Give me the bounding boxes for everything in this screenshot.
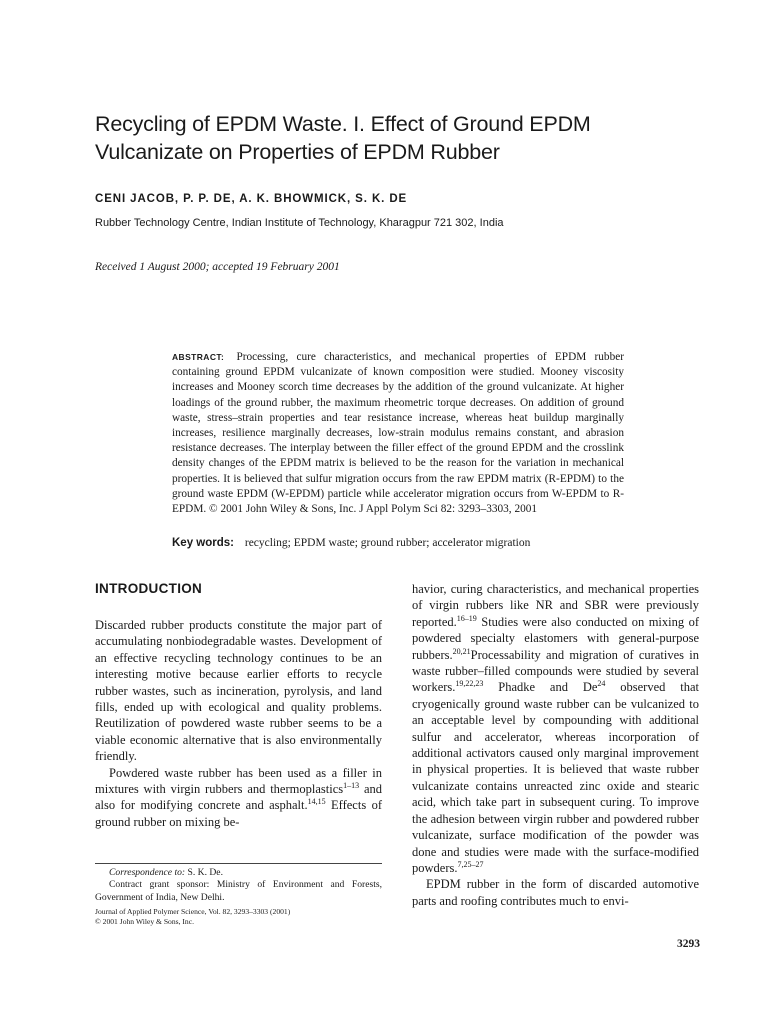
citation-ref: 1–13 bbox=[343, 781, 360, 791]
intro-paragraph-2 bbox=[95, 765, 382, 831]
copyright-line: © 2001 John Wiley & Sons, Inc. bbox=[95, 916, 194, 926]
citation-ref: 20,21 bbox=[452, 646, 471, 656]
citation-ref: 16–19 bbox=[456, 613, 477, 623]
intro-p3-text-b: Studies were also conducted on mixing of powdered specialty elastomers with general-purpose rubbers. bbox=[412, 614, 699, 662]
abstract-text: Processing, cure characteristics, and mechanical properties of EPDM rubber containing ground EPDM vulcanizate of known composition were studied. Mooney viscosity increases and Mooney scorch time decreases by the addition of the ground vulcanizate. At higher loadings of the ground rubber, the maximum rheometric torque decreases. On addition of ground waste, stress–strain properties and tear resistance increase, whereas heat buildup marginally increases, resilience marginally decreases, low-strain modulus remains constant, and abrasion resistance decreases. The interplay between the filler effect of the ground EPDM and the crosslink density changes of the EPDM matrix is believed to be the reason for the variation in mechanical properties. It is believed that sulfur migration occurs from the raw EPDM matrix (R-EPDM) to the ground waste EPDM (W-EPDM) particle while accelerator migration occurs from W-EPDM to R-EPDM. © 2001 John Wiley & Sons, Inc. J Appl Polym Sci 82: 3293–3303, 2001 bbox=[172, 351, 624, 516]
introduction-heading: INTRODUCTION bbox=[95, 581, 203, 596]
intro-p2-text-b: and also for modifying concrete and asphalt. bbox=[95, 782, 382, 813]
journal-citation bbox=[95, 907, 382, 926]
intro-p3-text-a: havior, curing characteristics, and mechanical properties of virgin rubbers like NR and SBR were previously reported. bbox=[412, 582, 699, 629]
keywords-label: Key words: bbox=[172, 537, 234, 549]
keywords-text: recycling; EPDM waste; ground rubber; accelerator migration bbox=[244, 537, 531, 549]
abstract bbox=[172, 350, 624, 517]
affiliation: Rubber Technology Centre, Indian Institute of Technology, Kharagpur 721 302, India bbox=[95, 217, 504, 229]
intro-p3-text-c: Processability and migration of curatives in waste rubber–filled compounds were studied by several workers. bbox=[412, 647, 699, 695]
intro-p3-text-e: observed that cryogenically ground waste rubber can be vulcanized to an acceptable level by compounding with additional sulfur and accelerator, whereas incorporation of additional activators caused only marginal improvement in physical properties. It is believed that waste rubber vulcanizate contains unreacted zinc oxide and stearic acid, which take part in subsequent curing. To improve the adhesion between virgin rubber and powdered rubber vulcanizate, surface modification of the powder was done and studies were made with the surface-modified powders. bbox=[412, 680, 699, 875]
correspondence-label: Correspondence to: bbox=[109, 867, 186, 878]
received-date: Received 1 August 2000; accepted 19 February 2001 bbox=[95, 261, 340, 273]
journal-line: Journal of Applied Polymer Science, Vol. 82, 3293–3303 (2001) bbox=[95, 907, 291, 917]
intro-paragraph-3 bbox=[412, 581, 699, 876]
citation-ref: 24 bbox=[597, 679, 606, 689]
abstract-label: ABSTRACT: bbox=[172, 352, 225, 362]
citation-ref: 14,15 bbox=[307, 797, 326, 807]
citation-ref: 19,22,23 bbox=[455, 679, 484, 689]
right-column bbox=[412, 581, 699, 909]
footnote-divider bbox=[95, 863, 382, 864]
intro-paragraph-1: Discarded rubber products constitute the major part of accumulating nonbiodegradable wastes. Development of an effective recycling technology continues to be an interesting motive because earlier efforts to recycle rubber wastes, such as incineration, pyrolysis, and land fills, ended up with ecological and quality problems. Reutilization of powdered waste rubber seems to be a viable economic alternative that is also environmentally friendly. bbox=[95, 618, 382, 764]
intro-p3-text-d: Phadke and De bbox=[483, 680, 598, 695]
citation-ref: 7,25–27 bbox=[457, 859, 484, 869]
page-number: 3293 bbox=[677, 938, 700, 950]
left-column bbox=[95, 617, 382, 830]
intro-paragraph-4: EPDM rubber in the form of discarded automotive parts and roofing contributes much to envi- bbox=[412, 877, 699, 908]
footnotes bbox=[95, 867, 382, 926]
correspondence-name: S. K. De. bbox=[185, 867, 223, 878]
correspondence-note bbox=[95, 867, 382, 879]
intro-p2-text-a: Powdered waste rubber has been used as a filler in mixtures with virgin rubbers and thermoplastics bbox=[95, 765, 382, 797]
author-list: CENI JACOB, P. P. DE, A. K. BHOWMICK, S. K. DE bbox=[95, 193, 408, 205]
title-line-1: Recycling of EPDM Waste. I. Effect of Ground EPDM bbox=[95, 112, 591, 136]
grant-note: Contract grant sponsor: Ministry of Environment and Forests, Government of India, New Delhi. bbox=[95, 879, 382, 903]
title-line-2: Vulcanizate on Properties of EPDM Rubber bbox=[95, 140, 500, 164]
article-title bbox=[95, 110, 695, 166]
keywords bbox=[172, 537, 624, 549]
intro-p2-text-c: Effects of ground rubber on mixing be- bbox=[95, 798, 382, 829]
